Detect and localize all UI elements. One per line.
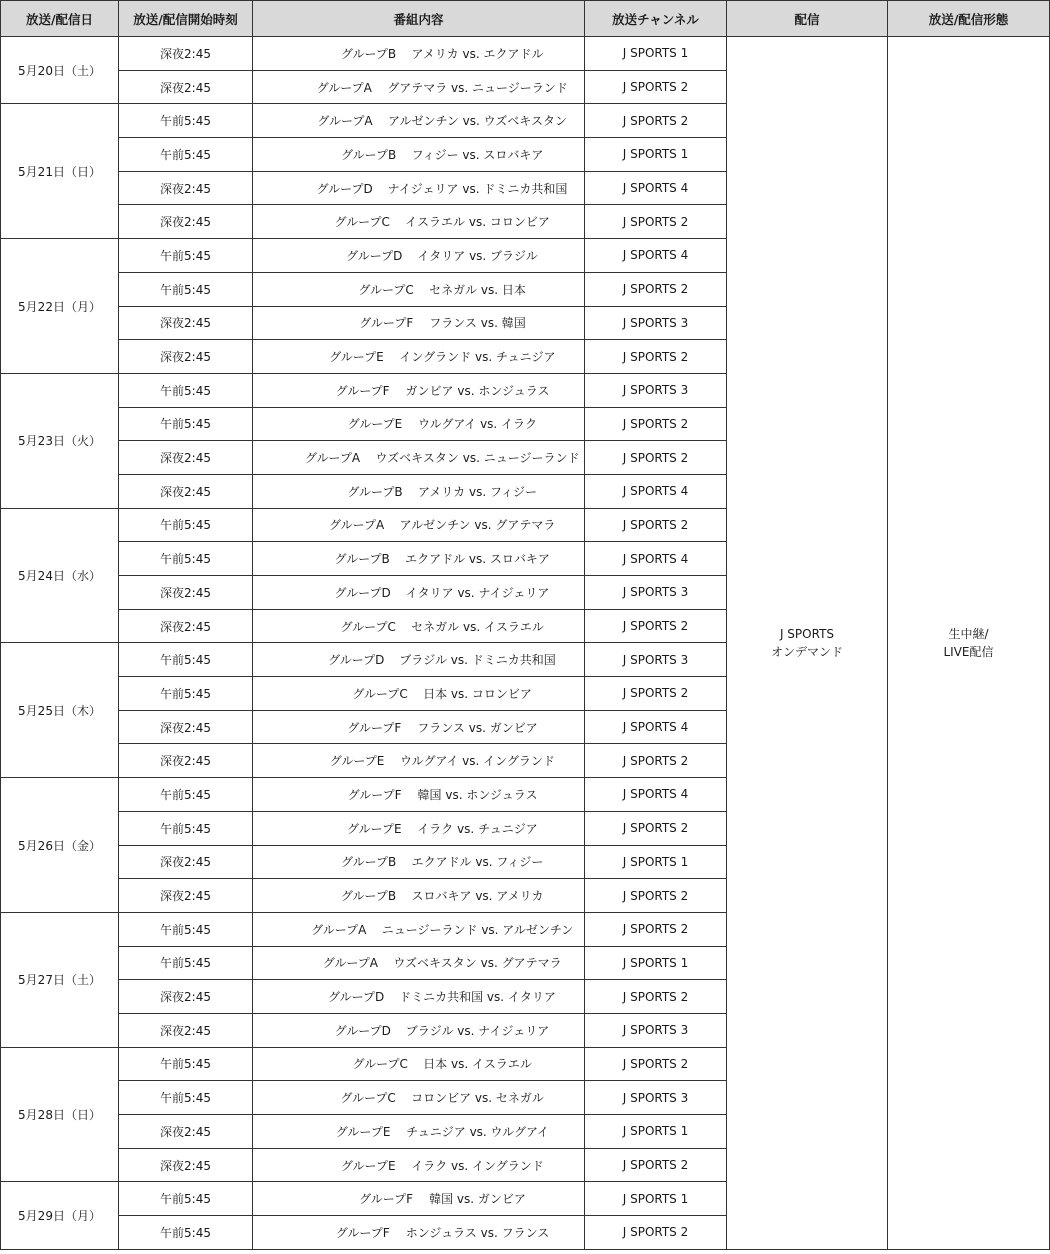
group-label: グループA (311, 922, 367, 937)
start-time: 午前5:45 (119, 1182, 253, 1216)
group-label: グループB (334, 552, 390, 567)
start-time: 午前5:45 (119, 643, 253, 677)
header-channel: 放送チャンネル (585, 1, 727, 37)
group-label: グループD (328, 653, 385, 668)
table-row (1, 37, 1050, 71)
program-cell (253, 1013, 585, 1047)
group-label: グループE (347, 417, 403, 432)
format-line-1: 生中継/ (948, 626, 989, 641)
start-time: 午前5:45 (119, 373, 253, 407)
match-label: 日本 vs. イスラエル (423, 1057, 532, 1072)
group-label: グループC (334, 215, 390, 230)
start-time: 午前5:45 (119, 407, 253, 441)
start-time: 深夜2:45 (119, 744, 253, 778)
header-time: 放送/配信開始時刻 (119, 1, 253, 37)
channel-cell: J SPORTS 1 (585, 138, 727, 172)
program-cell (253, 474, 585, 508)
match-label: コロンビア vs. セネガル (411, 1091, 544, 1106)
delivery-line-2: オンデマンド (770, 644, 843, 659)
group-label: グループD (334, 1023, 391, 1038)
header-row (1, 1, 1050, 37)
match-label: ブラジル vs. ドミニカ共和国 (399, 653, 556, 668)
channel-cell: J SPORTS 1 (585, 1115, 727, 1149)
delivery-line-1: J SPORTS (779, 626, 835, 641)
program-cell (253, 340, 585, 374)
group-label: グループD (334, 585, 391, 600)
broadcast-date: 5月22日（月） (1, 239, 119, 374)
match-label: セネガル vs. 日本 (429, 282, 526, 297)
program-cell (253, 1115, 585, 1149)
match-label: イラク vs. イングランド (411, 1158, 544, 1173)
channel-cell: J SPORTS 2 (585, 340, 727, 374)
group-label: グループF (335, 383, 390, 398)
group-label: グループF (347, 720, 402, 735)
program-cell (253, 879, 585, 913)
match-label: グアテマラ vs. ニュージーランド (387, 80, 568, 95)
group-label: グループB (347, 484, 403, 499)
channel-cell: J SPORTS 2 (585, 609, 727, 643)
program-cell (253, 239, 585, 273)
broadcast-date: 5月20日（土） (1, 37, 119, 104)
start-time: 深夜2:45 (119, 474, 253, 508)
broadcast-date: 5月28日（日） (1, 1047, 119, 1182)
channel-cell: J SPORTS 2 (585, 912, 727, 946)
group-label: グループE (340, 1158, 396, 1173)
broadcast-date: 5月21日（日） (1, 104, 119, 239)
schedule-body (1, 37, 1050, 1250)
program-cell (253, 37, 585, 71)
program-cell (253, 912, 585, 946)
program-cell (253, 205, 585, 239)
channel-cell: J SPORTS 2 (585, 1047, 727, 1081)
channel-cell: J SPORTS 2 (585, 104, 727, 138)
start-time: 深夜2:45 (119, 441, 253, 475)
program-cell (253, 1047, 585, 1081)
match-label: ナイジェリア vs. ドミニカ共和国 (387, 181, 568, 196)
program-cell (253, 677, 585, 711)
start-time: 深夜2:45 (119, 879, 253, 913)
match-label: 韓国 vs. ホンジュラス (417, 787, 538, 802)
program-cell (253, 778, 585, 812)
broadcast-date: 5月24日（水） (1, 508, 119, 643)
start-time: 深夜2:45 (119, 340, 253, 374)
program-cell (253, 1216, 585, 1250)
match-label: ウルグアイ vs. イラク (417, 417, 538, 432)
header-program: 番組内容 (253, 1, 585, 37)
program-cell (253, 542, 585, 576)
start-time: 深夜2:45 (119, 609, 253, 643)
start-time: 深夜2:45 (119, 576, 253, 610)
group-label: グループB (340, 855, 397, 870)
match-label: ウズベキスタン vs. グアテマラ (393, 956, 562, 971)
channel-cell: J SPORTS 3 (585, 373, 727, 407)
start-time: 深夜2:45 (119, 306, 253, 340)
match-label: イラク vs. チュニジア (417, 821, 538, 836)
start-time: 午前5:45 (119, 946, 253, 980)
channel-cell: J SPORTS 3 (585, 1013, 727, 1047)
channel-cell: J SPORTS 3 (585, 1081, 727, 1115)
match-label: ウルグアイ vs. イングランド (400, 754, 555, 769)
start-time: 深夜2:45 (119, 205, 253, 239)
match-label: アメリカ vs. エクアドル (411, 46, 544, 61)
start-time: 午前5:45 (119, 104, 253, 138)
start-time: 午前5:45 (119, 138, 253, 172)
start-time: 午前5:45 (119, 778, 253, 812)
group-label: グループE (329, 350, 384, 365)
start-time: 深夜2:45 (119, 37, 253, 71)
header-format: 放送/配信形態 (888, 1, 1050, 37)
start-time: 午前5:45 (119, 912, 253, 946)
match-label: 韓国 vs. ガンビア (429, 1192, 526, 1207)
start-time: 午前5:45 (119, 811, 253, 845)
match-label: ブラジル vs. ナイジェリア (405, 1023, 550, 1038)
channel-cell: J SPORTS 2 (585, 879, 727, 913)
channel-cell: J SPORTS 2 (585, 441, 727, 475)
broadcast-date: 5月27日（土） (1, 912, 119, 1047)
start-time: 深夜2:45 (119, 1115, 253, 1149)
start-time: 深夜2:45 (119, 171, 253, 205)
match-label: スロバキア vs. アメリカ (411, 889, 544, 904)
channel-cell: J SPORTS 2 (585, 508, 727, 542)
match-label: エクアドル vs. フィジー (411, 855, 544, 870)
group-label: グループF (359, 1192, 414, 1207)
start-time: 午前5:45 (119, 1047, 253, 1081)
group-label: グループD (346, 248, 403, 263)
group-label: グループB (340, 889, 397, 904)
match-label: アルゼンチン vs. グアテマラ (399, 518, 556, 533)
start-time: 深夜2:45 (119, 1148, 253, 1182)
start-time: 午前5:45 (119, 1216, 253, 1250)
match-label: フランス vs. ガンビア (417, 720, 538, 735)
channel-cell: J SPORTS 2 (585, 1148, 727, 1182)
program-cell (253, 441, 585, 475)
channel-cell: J SPORTS 2 (585, 677, 727, 711)
match-label: フランス vs. 韓国 (429, 316, 526, 331)
program-cell (253, 1081, 585, 1115)
program-cell (253, 609, 585, 643)
group-label: グループC (352, 686, 408, 701)
group-label: グループB (340, 147, 397, 162)
program-cell (253, 407, 585, 441)
group-label: グループC (358, 282, 414, 297)
match-label: ドミニカ共和国 vs. イタリア (399, 990, 556, 1005)
match-label: イスラエル vs. コロンビア (405, 215, 550, 230)
channel-cell: J SPORTS 2 (585, 407, 727, 441)
group-label: グループF (335, 1225, 390, 1240)
start-time: 深夜2:45 (119, 845, 253, 879)
channel-cell: J SPORTS 2 (585, 272, 727, 306)
match-label: ホンジュラス vs. フランス (405, 1225, 550, 1240)
program-cell (253, 171, 585, 205)
match-label: アルゼンチン vs. ウズベキスタン (387, 114, 568, 129)
group-label: グループA (322, 956, 379, 971)
program-cell (253, 508, 585, 542)
start-time: 深夜2:45 (119, 710, 253, 744)
format-line-2: LIVE配信 (943, 644, 994, 659)
broadcast-format-cell (888, 37, 1050, 1250)
channel-cell: J SPORTS 4 (585, 474, 727, 508)
broadcast-date: 5月26日（金） (1, 778, 119, 913)
group-label: グループD (316, 181, 373, 196)
group-label: グループA (316, 80, 372, 95)
channel-cell: J SPORTS 2 (585, 70, 727, 104)
delivery-service-cell (727, 37, 888, 1250)
channel-cell: J SPORTS 3 (585, 576, 727, 610)
match-label: チュニジア vs. ウルグアイ (406, 1124, 549, 1139)
program-cell (253, 845, 585, 879)
channel-cell: J SPORTS 3 (585, 306, 727, 340)
channel-cell: J SPORTS 1 (585, 1182, 727, 1216)
channel-cell: J SPORTS 2 (585, 744, 727, 778)
channel-cell: J SPORTS 4 (585, 778, 727, 812)
group-label: グループE (346, 821, 402, 836)
match-label: 日本 vs. コロンビア (423, 686, 532, 701)
program-cell (253, 1148, 585, 1182)
header-date: 放送/配信日 (1, 1, 119, 37)
channel-cell: J SPORTS 3 (585, 643, 727, 677)
match-label: イタリア vs. ナイジェリア (405, 585, 550, 600)
match-label: ニュージーランド vs. アルゼンチン (381, 922, 574, 937)
channel-cell: J SPORTS 2 (585, 1216, 727, 1250)
channel-cell: J SPORTS 4 (585, 542, 727, 576)
program-cell (253, 643, 585, 677)
start-time: 午前5:45 (119, 272, 253, 306)
group-label: グループA (317, 114, 373, 129)
program-cell (253, 373, 585, 407)
program-cell (253, 104, 585, 138)
group-label: グループC (340, 1091, 396, 1106)
broadcast-date: 5月29日（月） (1, 1182, 119, 1249)
start-time: 午前5:45 (119, 542, 253, 576)
start-time: 午前5:45 (119, 1081, 253, 1115)
program-cell (253, 138, 585, 172)
match-label: イングランド vs. チュニジア (399, 350, 556, 365)
channel-cell: J SPORTS 2 (585, 205, 727, 239)
header-delivery: 配信 (727, 1, 888, 37)
group-label: グループB (340, 46, 397, 61)
start-time: 深夜2:45 (119, 980, 253, 1014)
broadcast-date: 5月23日（火） (1, 373, 119, 508)
start-time: 午前5:45 (119, 677, 253, 711)
group-label: グループA (304, 451, 361, 466)
start-time: 午前5:45 (119, 239, 253, 273)
channel-cell: J SPORTS 1 (585, 946, 727, 980)
program-cell (253, 272, 585, 306)
group-label: グループD (327, 990, 385, 1005)
program-cell (253, 70, 585, 104)
match-label: イタリア vs. ブラジル (417, 248, 538, 263)
group-label: グループF (347, 787, 402, 802)
program-cell (253, 306, 585, 340)
program-cell (253, 811, 585, 845)
start-time: 午前5:45 (119, 508, 253, 542)
channel-cell: J SPORTS 4 (585, 171, 727, 205)
channel-cell: J SPORTS 1 (585, 845, 727, 879)
match-label: エクアドル vs. スロバキア (405, 552, 550, 567)
program-cell (253, 710, 585, 744)
group-label: グループE (335, 1124, 391, 1139)
match-label: セネガル vs. イスラエル (411, 619, 544, 634)
program-cell (253, 576, 585, 610)
program-cell (253, 946, 585, 980)
group-label: グループA (329, 518, 385, 533)
program-cell (253, 744, 585, 778)
group-label: グループC (352, 1057, 408, 1072)
match-label: アメリカ vs. フィジー (418, 484, 537, 499)
group-label: グループE (329, 754, 385, 769)
channel-cell: J SPORTS 2 (585, 811, 727, 845)
group-label: グループC (340, 619, 396, 634)
match-label: ガンビア vs. ホンジュラス (405, 383, 550, 398)
broadcast-date: 5月25日（木） (1, 643, 119, 778)
match-label: ウズベキスタン vs. ニュージーランド (375, 451, 580, 466)
match-label: フィジー vs. スロバキア (411, 147, 544, 162)
channel-cell: J SPORTS 2 (585, 980, 727, 1014)
channel-cell: J SPORTS 1 (585, 37, 727, 71)
start-time: 深夜2:45 (119, 70, 253, 104)
channel-cell: J SPORTS 4 (585, 710, 727, 744)
program-cell (253, 1182, 585, 1216)
program-cell (253, 980, 585, 1014)
start-time: 深夜2:45 (119, 1013, 253, 1047)
channel-cell: J SPORTS 4 (585, 239, 727, 273)
group-label: グループF (359, 316, 414, 331)
